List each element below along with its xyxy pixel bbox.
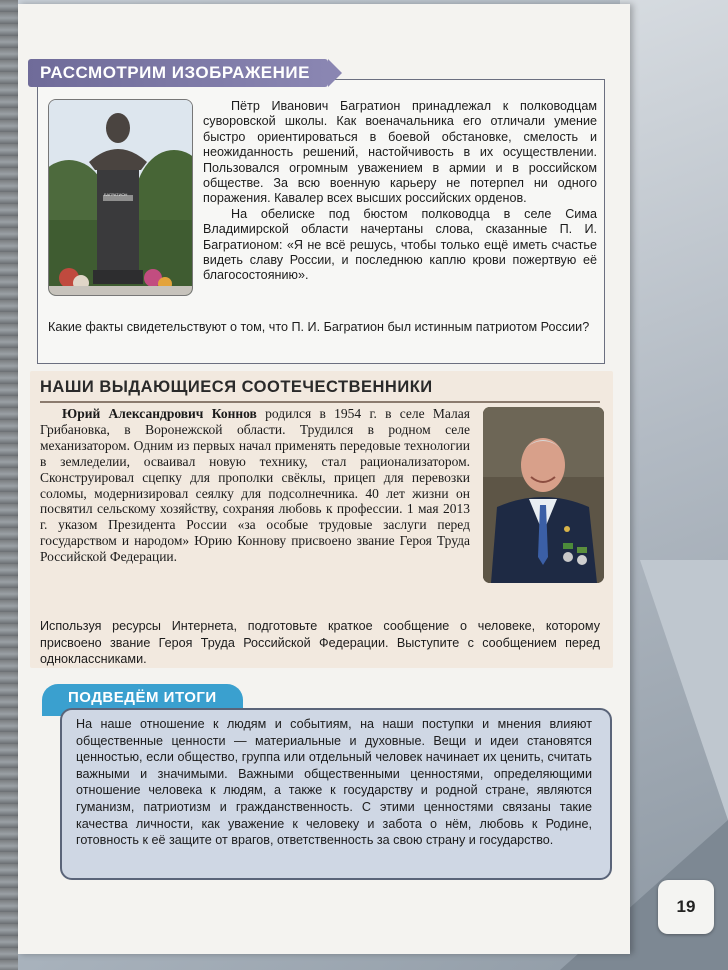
- bagration-question: Какие факты свидетельствуют о том, что П. И. Багратион был истинным патриотом России?: [48, 320, 590, 334]
- summary-text: На наше отношение к людям и событиям, на наши поступки и мнения влияют общественные ценности — материальные и духовные. Вещи и идеи становятся ценностью, если общество, группа или отдельный человек начинает их ценить, считать важными и значимыми. Важными общественными ценностями, определяющими отношение человека к людям, а также к государству и родной стране, являются гуманизм, патриотизм и гражданственность. С этими ценностями связаны такие качества личности, как уважение к человеку и забота о нём, любовь к Родине, готовность к её защите от врагов, ответственность за свою страну и государство.: [76, 717, 592, 848]
- konnov-biography: [40, 406, 470, 565]
- hero-of-labor-task: Используя ресурсы Интернета, подготовьте краткое сообщение о человеке, которому присвоено звание Героя Труда Российской Федерации. Выступите с сообщением перед одноклассниками.: [40, 619, 600, 666]
- konnov-portrait: [483, 407, 604, 583]
- consider-image-heading: РАССМОТРИМ ИЗОБРАЖЕНИЕ: [28, 59, 328, 87]
- compatriots-divider: [40, 401, 600, 403]
- bagration-paragraph-2: На обелиске под бюстом полководца в селе Сима Владимирской области начертаны слова, сказанные П. И. Багратионом: «Я не всё решусь, чтобы только ещё иметь счастье видеть славу России, и последнюю каплю крови пожертвую её благосостоянию».: [203, 206, 597, 283]
- konnov-name: Юрий Александрович Коннов: [62, 406, 257, 421]
- summary-tab: ПОДВЕДЁМ ИТОГИ: [42, 684, 243, 716]
- compatriots-heading: НАШИ ВЫДАЮЩИЕСЯ СООТЕЧЕСТВЕННИКИ: [40, 378, 433, 396]
- monument-inscription: БАГРАТИОН: [104, 192, 128, 197]
- bagration-monument-photo: [48, 99, 193, 296]
- book-spine-edge: [0, 0, 18, 970]
- monument-illustration: [49, 100, 192, 295]
- bagration-description: [203, 99, 597, 284]
- bagration-paragraph-1: Пётр Иванович Багратион принадлежал к полководцам суворовской школы. Как военачальника его отличали умение быстро ориентироваться в боевой обстановке, смелость и неожиданность решений, настойчивость в их осуществлении. Пользовался огромным уважением в армии и в российском обществе. За всю военную карьеру не потерпел ни одного поражения. Кавалер всех высших российских орденов.: [203, 99, 597, 206]
- decor-triangle-top: [640, 560, 728, 820]
- konnov-bio-text: родился в 1954 г. в селе Малая Грибановка, в Воронежской области. Трудился в родном селе механизатором. Одним из первых начал применять передовые технологии в земледелии, осваивал новую технику, стал рационализатором. Сконструировал сцепку для прополки свёклы, прицеп для перевозки соломы, модернизировал сеялку для подсолнечника. 40 лет жизни он посвятил сельскому хозяйству, сохраняя любовь к профессии. 1 мая 2013 г. указом Президента России «за особые трудовые заслуги перед государством и народом» Юрию Коннову присвоено звание Героя Труда Российской Федерации.: [40, 406, 470, 565]
- page-number: 19: [658, 880, 714, 934]
- portrait-illustration: [483, 407, 604, 583]
